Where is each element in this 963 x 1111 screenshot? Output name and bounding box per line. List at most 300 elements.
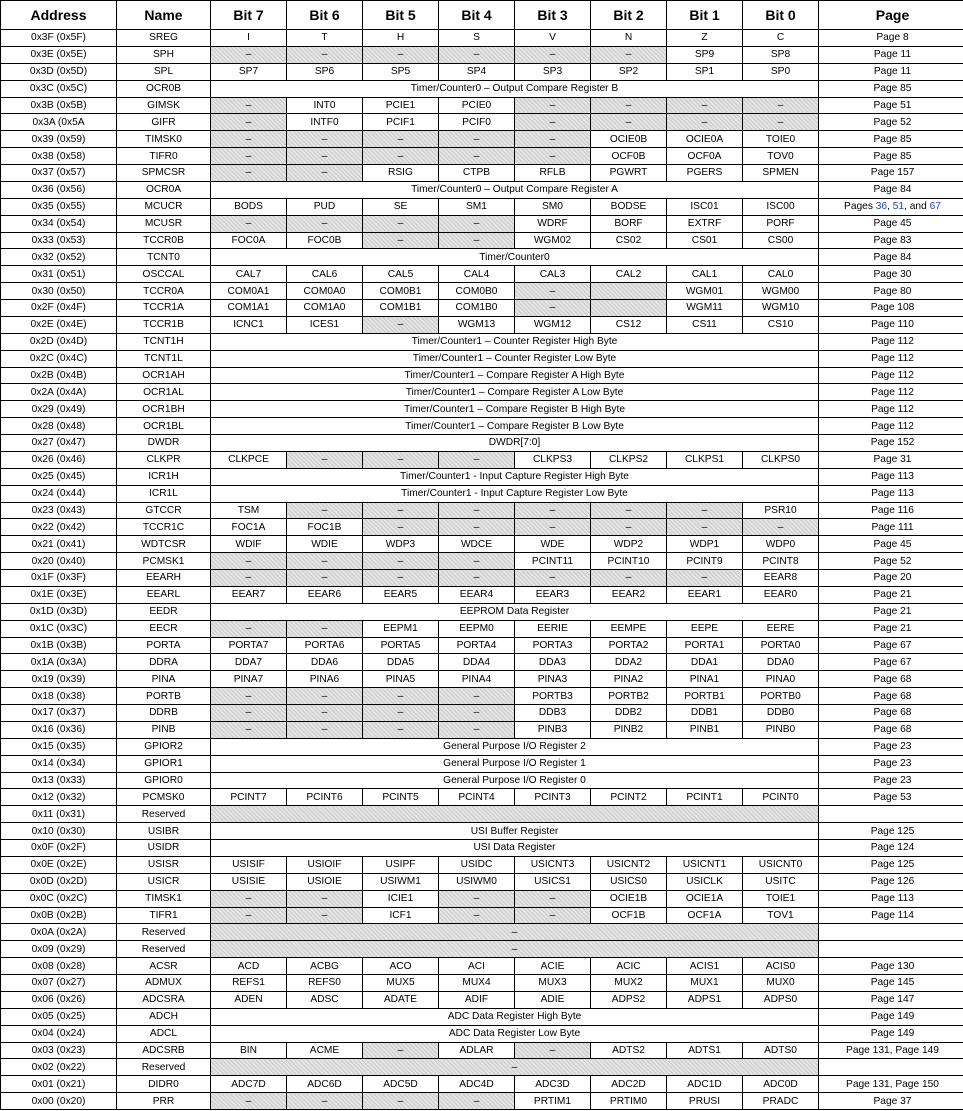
bit-cell: PINA4 <box>439 671 515 688</box>
bit-cell: CS01 <box>667 232 743 249</box>
table-row <box>1 97 963 114</box>
bit-cell: PCINT3 <box>515 789 591 806</box>
register-name-cell: DIDR0 <box>117 1076 211 1093</box>
table-row <box>1 485 963 502</box>
bit-cell: CAL2 <box>591 266 667 283</box>
address-cell: 0x00 (0x20) <box>1 1093 117 1110</box>
address-cell: 0x1F (0x3F) <box>1 570 117 587</box>
bit-cell-unused: – <box>591 46 667 63</box>
page-ref-cell: Page 147 <box>819 991 963 1008</box>
bit-cell-unused: – <box>211 620 287 637</box>
bit-cell-unused: – <box>363 705 439 722</box>
bit-cell-unused: – <box>211 705 287 722</box>
bit-cell: CAL5 <box>363 266 439 283</box>
bit-cell: CS11 <box>667 316 743 333</box>
bit-cell: ISC01 <box>667 198 743 215</box>
register-description-cell: Timer/Counter1 – Compare Register B Low Byte <box>211 418 819 435</box>
page-ref-cell: Page 125 <box>819 856 963 873</box>
table-row <box>1 181 963 198</box>
bit-cell: ICES1 <box>287 316 363 333</box>
bit-cell: CS12 <box>591 316 667 333</box>
bit-cell: USICS1 <box>515 873 591 890</box>
table-row <box>1 755 963 772</box>
address-cell: 0x3A (0x5A <box>1 114 117 131</box>
bit-cell: ACIC <box>591 958 667 975</box>
address-cell: 0x12 (0x32) <box>1 789 117 806</box>
bit-cell: EEAR5 <box>363 586 439 603</box>
bit-cell: PINA1 <box>667 671 743 688</box>
bit-cell: PCIF1 <box>363 114 439 131</box>
bit-cell-unused: – <box>591 114 667 131</box>
table-row <box>1 924 963 941</box>
header-page: Page <box>819 1 963 30</box>
bit-cell-unused: – <box>439 907 515 924</box>
bit-cell: PUD <box>287 198 363 215</box>
address-cell: 0x14 (0x34) <box>1 755 117 772</box>
bit-cell-unused: – <box>287 165 363 182</box>
bit-cell: ICNC1 <box>211 316 287 333</box>
page-ref-cell: Page 157 <box>819 165 963 182</box>
address-cell: 0x03 (0x23) <box>1 1042 117 1059</box>
bit-cell: WGM02 <box>515 232 591 249</box>
bit-cell: SP3 <box>515 63 591 80</box>
address-cell: 0x26 (0x46) <box>1 451 117 468</box>
address-cell: 0x2A (0x4A) <box>1 384 117 401</box>
bit-cell: REFS1 <box>211 975 287 992</box>
bit-cell: SP7 <box>211 63 287 80</box>
bit-cell: DDA1 <box>667 654 743 671</box>
page-link[interactable]: 36 <box>875 201 888 213</box>
bit-cell-unused: – <box>667 97 743 114</box>
register-name-cell: MCUSR <box>117 215 211 232</box>
bit-cell-unused: – <box>515 148 591 165</box>
page-ref-cell: Page 52 <box>819 114 963 131</box>
table-row <box>1 806 963 823</box>
register-name-cell: GPIOR2 <box>117 738 211 755</box>
bit-cell: EEPM1 <box>363 620 439 637</box>
register-name-cell: PRR <box>117 1093 211 1110</box>
table-row <box>1 232 963 249</box>
bit-cell: PORTB3 <box>515 688 591 705</box>
bit-cell: ICF1 <box>363 907 439 924</box>
table-row <box>1 738 963 755</box>
bit-cell-unused: – <box>287 451 363 468</box>
bit-cell: USICNT1 <box>667 856 743 873</box>
bit-cell-unused: – <box>439 890 515 907</box>
bit-cell-unused: – <box>439 1093 515 1110</box>
bit-cell: USICLK <box>667 873 743 890</box>
register-name-cell: Reserved <box>117 806 211 823</box>
bit-cell-unused: – <box>591 570 667 587</box>
table-row <box>1 401 963 418</box>
bit-cell: PGERS <box>667 165 743 182</box>
page-ref-cell: Page 67 <box>819 654 963 671</box>
page-link[interactable]: 51 <box>892 201 905 213</box>
address-cell: 0x10 (0x30) <box>1 823 117 840</box>
table-row <box>1 1059 963 1076</box>
bit-cell: MUX4 <box>439 975 515 992</box>
table-row <box>1 536 963 553</box>
bit-cell: EEAR6 <box>287 586 363 603</box>
bit-cell: ADSC <box>287 991 363 1008</box>
address-cell: 0x30 (0x50) <box>1 283 117 300</box>
bit-cell: PINB3 <box>515 721 591 738</box>
address-cell: 0x08 (0x28) <box>1 958 117 975</box>
page-ref-cell: Page 11 <box>819 63 963 80</box>
bit-cell: COM1A1 <box>211 300 287 317</box>
page-ref-cell: Page 21 <box>819 603 963 620</box>
bit-cell: MUX2 <box>591 975 667 992</box>
page-ref-cell: Page 68 <box>819 688 963 705</box>
bit-cell-unused: – <box>515 46 591 63</box>
bit-cell-unused: – <box>363 451 439 468</box>
bit-cell: ADTS2 <box>591 1042 667 1059</box>
bit-cell: USIDC <box>439 856 515 873</box>
bit-cell: EXTRF <box>667 215 743 232</box>
register-name-cell: SPMCSR <box>117 165 211 182</box>
bit-cell: DDA7 <box>211 654 287 671</box>
bit-cell: MUX0 <box>743 975 819 992</box>
bit-cell: EEAR3 <box>515 586 591 603</box>
bit-cell: MUX1 <box>667 975 743 992</box>
bit-cell: CLKPS0 <box>743 451 819 468</box>
bit-cell: WDCE <box>439 536 515 553</box>
page-ref-cell: Page 108 <box>819 300 963 317</box>
table-row <box>1 873 963 890</box>
bit-cell: PCINT1 <box>667 789 743 806</box>
bit-cell: ADPS2 <box>591 991 667 1008</box>
page-ref-cell: Page 30 <box>819 266 963 283</box>
bit-cell: BIN <box>211 1042 287 1059</box>
register-name-cell: DWDR <box>117 435 211 452</box>
bit-cell: ADIE <box>515 991 591 1008</box>
table-row <box>1 772 963 789</box>
table-row <box>1 316 963 333</box>
bit-cell: PCINT10 <box>591 553 667 570</box>
bit-cell-unused: – <box>439 553 515 570</box>
bit-cell: ICIE1 <box>363 890 439 907</box>
bit-cell: PGWRT <box>591 165 667 182</box>
register-name-cell: PCMSK0 <box>117 789 211 806</box>
bit-cell: ACBG <box>287 958 363 975</box>
bit-cell: PINB2 <box>591 721 667 738</box>
register-name-cell: USIDR <box>117 840 211 857</box>
bit-cell-unused: – <box>439 451 515 468</box>
bit-cell: PORTA7 <box>211 637 287 654</box>
page-ref-cell: Page 149 <box>819 1008 963 1025</box>
bit-cell: WGM11 <box>667 300 743 317</box>
bit-cell-unused: – <box>667 570 743 587</box>
register-name-cell: MCUCR <box>117 198 211 215</box>
bit-cell-unused: – <box>211 1093 287 1110</box>
bit-cell: ADPS1 <box>667 991 743 1008</box>
bit-cell: WDRF <box>515 215 591 232</box>
register-description-cell: Timer/Counter0 – Output Compare Register B <box>211 80 819 97</box>
header-bit3: Bit 3 <box>515 1 591 30</box>
bit-cell-unused: – <box>363 316 439 333</box>
bit-cell: EEPE <box>667 620 743 637</box>
register-name-cell: Reserved <box>117 1059 211 1076</box>
bit-cell: DDB2 <box>591 705 667 722</box>
register-name-cell: TCCR0A <box>117 283 211 300</box>
bit-cell: ADC2D <box>591 1076 667 1093</box>
bit-cell: CS10 <box>743 316 819 333</box>
bit-cell: ADC3D <box>515 1076 591 1093</box>
bit-cell-unused: – <box>363 1093 439 1110</box>
page-ref-cell: Page 23 <box>819 755 963 772</box>
page-ref-cell: Page 113 <box>819 890 963 907</box>
bit-cell: EEAR7 <box>211 586 287 603</box>
bit-cell: COM1A0 <box>287 300 363 317</box>
bit-cell: USICS0 <box>591 873 667 890</box>
header-bit4: Bit 4 <box>439 1 515 30</box>
bit-cell: WDIF <box>211 536 287 553</box>
bit-cell-unused: – <box>287 705 363 722</box>
bit-cell: WGM13 <box>439 316 515 333</box>
bit-cell-unused: – <box>211 46 287 63</box>
bit-cell: EEAR8 <box>743 570 819 587</box>
bit-cell: OCF1B <box>591 907 667 924</box>
address-cell: 0x31 (0x51) <box>1 266 117 283</box>
table-row <box>1 941 963 958</box>
register-name-cell: OCR1BH <box>117 401 211 418</box>
address-cell: 0x0A (0x2A) <box>1 924 117 941</box>
bit-cell-unused: – <box>287 553 363 570</box>
bit-cell-unused: – <box>287 688 363 705</box>
bit-cell: ISC00 <box>743 198 819 215</box>
address-cell: 0x13 (0x33) <box>1 772 117 789</box>
page-ref-cell: Page 45 <box>819 536 963 553</box>
register-name-cell: PINB <box>117 721 211 738</box>
bit-cell-unused: – <box>515 283 591 300</box>
page-ref-cell: Page 85 <box>819 80 963 97</box>
register-description-cell: ADC Data Register Low Byte <box>211 1025 819 1042</box>
bit-cell: ADIF <box>439 991 515 1008</box>
table-row <box>1 502 963 519</box>
bit-cell-unused: – <box>211 215 287 232</box>
bit-cell: CTPB <box>439 165 515 182</box>
bit-cell: EEMPE <box>591 620 667 637</box>
bit-cell-unused: – <box>439 232 515 249</box>
address-cell: 0x17 (0x37) <box>1 705 117 722</box>
bit-cell: EEAR1 <box>667 586 743 603</box>
address-cell: 0x1B (0x3B) <box>1 637 117 654</box>
bit-cell-unused: – <box>515 1042 591 1059</box>
bit-cell: ADC5D <box>363 1076 439 1093</box>
register-name-cell: USIBR <box>117 823 211 840</box>
page-ref-cell: Page 145 <box>819 975 963 992</box>
address-cell: 0x15 (0x35) <box>1 738 117 755</box>
address-cell: 0x35 (0x55) <box>1 198 117 215</box>
page-ref-cell: Page 53 <box>819 789 963 806</box>
register-name-cell: TIMSK1 <box>117 890 211 907</box>
address-cell: 0x25 (0x45) <box>1 468 117 485</box>
bit-cell-unused: – <box>363 553 439 570</box>
bit-cell-unused: – <box>515 131 591 148</box>
page-ref-cell: Page 124 <box>819 840 963 857</box>
table-row <box>1 603 963 620</box>
bit-cell: PCINT8 <box>743 553 819 570</box>
table-row <box>1 620 963 637</box>
bit-cell: CS00 <box>743 232 819 249</box>
bit-cell: USIOIF <box>287 856 363 873</box>
table-row <box>1 148 963 165</box>
register-name-cell: TCCR0B <box>117 232 211 249</box>
bit-cell-unused: – <box>287 215 363 232</box>
bit-cell-unused: – <box>287 620 363 637</box>
bit-cell: USIWM0 <box>439 873 515 890</box>
bit-cell-unused: – <box>287 502 363 519</box>
bit-cell: PCIE0 <box>439 97 515 114</box>
page-ref-cell: Page 131, Page 150 <box>819 1076 963 1093</box>
register-name-cell: EEARL <box>117 586 211 603</box>
bit-cell-unused: – <box>287 148 363 165</box>
header-bit0: Bit 0 <box>743 1 819 30</box>
bit-cell: SM1 <box>439 198 515 215</box>
bit-cell-unused: – <box>211 570 287 587</box>
register-name-cell: TCNT1H <box>117 333 211 350</box>
bit-cell: WGM01 <box>667 283 743 300</box>
address-cell: 0x1A (0x3A) <box>1 654 117 671</box>
bit-cell: FOC0A <box>211 232 287 249</box>
bit-cell: ADEN <box>211 991 287 1008</box>
bit-cell: TSM <box>211 502 287 519</box>
bit-cell-blank <box>591 283 667 300</box>
bit-cell: SM0 <box>515 198 591 215</box>
table-row <box>1 165 963 182</box>
bit-cell: DDA2 <box>591 654 667 671</box>
bit-cell: ACI <box>439 958 515 975</box>
bit-cell: PSR10 <box>743 502 819 519</box>
page-ref-cell: Page 112 <box>819 401 963 418</box>
reserved-span-cell: – <box>211 941 819 958</box>
bit-cell-unused: – <box>211 114 287 131</box>
bit-cell-unused: – <box>287 1093 363 1110</box>
bit-cell: EEAR4 <box>439 586 515 603</box>
register-name-cell: TIFR0 <box>117 148 211 165</box>
bit-cell: MUX3 <box>515 975 591 992</box>
register-description-cell: EEPROM Data Register <box>211 603 819 620</box>
bit-cell: USICNT3 <box>515 856 591 873</box>
bit-cell: V <box>515 30 591 47</box>
bit-cell: DDA5 <box>363 654 439 671</box>
register-name-cell: SPL <box>117 63 211 80</box>
bit-cell: H <box>363 30 439 47</box>
bit-cell: SP9 <box>667 46 743 63</box>
address-cell: 0x2B (0x4B) <box>1 367 117 384</box>
address-cell: 0x19 (0x39) <box>1 671 117 688</box>
address-cell: 0x0C (0x2C) <box>1 890 117 907</box>
bit-cell-unused: – <box>515 97 591 114</box>
register-name-cell: GPIOR0 <box>117 772 211 789</box>
bit-cell: COM0B1 <box>363 283 439 300</box>
bit-cell-unused: – <box>743 97 819 114</box>
address-cell: 0x05 (0x25) <box>1 1008 117 1025</box>
bit-cell: WDE <box>515 536 591 553</box>
bit-cell: PORTB0 <box>743 688 819 705</box>
header-address: Address <box>1 1 117 30</box>
bit-cell: DDB1 <box>667 705 743 722</box>
bit-cell: PCINT4 <box>439 789 515 806</box>
table-row <box>1 856 963 873</box>
bit-cell-unused: – <box>211 165 287 182</box>
page-ref-cell: Page 68 <box>819 705 963 722</box>
bit-cell: PINA3 <box>515 671 591 688</box>
bit-cell: SP2 <box>591 63 667 80</box>
register-description-cell: Timer/Counter0 – Output Compare Register A <box>211 181 819 198</box>
bit-cell-unused: – <box>515 890 591 907</box>
bit-cell: PCINT6 <box>287 789 363 806</box>
bit-cell: ACD <box>211 958 287 975</box>
register-description-cell: General Purpose I/O Register 0 <box>211 772 819 789</box>
bit-cell: SE <box>363 198 439 215</box>
table-row <box>1 131 963 148</box>
bit-cell: TOIE0 <box>743 131 819 148</box>
header-bit2: Bit 2 <box>591 1 667 30</box>
page-link[interactable]: 67 <box>929 201 941 213</box>
bit-cell: ACIS0 <box>743 958 819 975</box>
bit-cell: USIPF <box>363 856 439 873</box>
register-name-cell: EEDR <box>117 603 211 620</box>
page-ref-cell: Page 80 <box>819 283 963 300</box>
bit-cell: PORTA5 <box>363 637 439 654</box>
register-name-cell: USISR <box>117 856 211 873</box>
bit-cell: WGM00 <box>743 283 819 300</box>
bit-cell-unused: – <box>287 907 363 924</box>
bit-cell: RSIG <box>363 165 439 182</box>
bit-cell: ACIE <box>515 958 591 975</box>
bit-cell: PORTA6 <box>287 637 363 654</box>
page-ref-cell <box>819 198 963 215</box>
address-cell: 0x2D (0x4D) <box>1 333 117 350</box>
register-name-cell: CLKPR <box>117 451 211 468</box>
register-name-cell: OCR0B <box>117 80 211 97</box>
page-ref-cell: Page 52 <box>819 553 963 570</box>
bit-cell: SP5 <box>363 63 439 80</box>
table-row <box>1 367 963 384</box>
page-ref-cell: Page 112 <box>819 350 963 367</box>
address-cell: 0x29 (0x49) <box>1 401 117 418</box>
register-name-cell: GTCCR <box>117 502 211 519</box>
bit-cell: WDP2 <box>591 536 667 553</box>
address-cell: 0x18 (0x38) <box>1 688 117 705</box>
table-row <box>1 840 963 857</box>
page-ref-cell: Page 23 <box>819 738 963 755</box>
address-cell: 0x02 (0x22) <box>1 1059 117 1076</box>
page-ref-cell: Page 126 <box>819 873 963 890</box>
bit-cell-unused: – <box>287 721 363 738</box>
bit-cell: PORTA1 <box>667 637 743 654</box>
header-name: Name <box>117 1 211 30</box>
bit-cell: CAL0 <box>743 266 819 283</box>
bit-cell: PCINT5 <box>363 789 439 806</box>
address-cell: 0x32 (0x52) <box>1 249 117 266</box>
bit-cell: WDP1 <box>667 536 743 553</box>
register-name-cell: PORTB <box>117 688 211 705</box>
register-name-cell: ADCSRA <box>117 991 211 1008</box>
bit-cell-unused: – <box>439 519 515 536</box>
page-ref-cell: Page 8 <box>819 30 963 47</box>
register-description-cell: Timer/Counter1 – Compare Register A High Byte <box>211 367 819 384</box>
address-cell: 0x09 (0x29) <box>1 941 117 958</box>
bit-cell-unused: – <box>211 688 287 705</box>
bit-cell-unused: – <box>515 502 591 519</box>
bit-cell-unused: – <box>515 519 591 536</box>
table-row <box>1 637 963 654</box>
bit-cell-unused: – <box>591 519 667 536</box>
bit-cell: PRTIM0 <box>591 1093 667 1110</box>
bit-cell: PINB0 <box>743 721 819 738</box>
